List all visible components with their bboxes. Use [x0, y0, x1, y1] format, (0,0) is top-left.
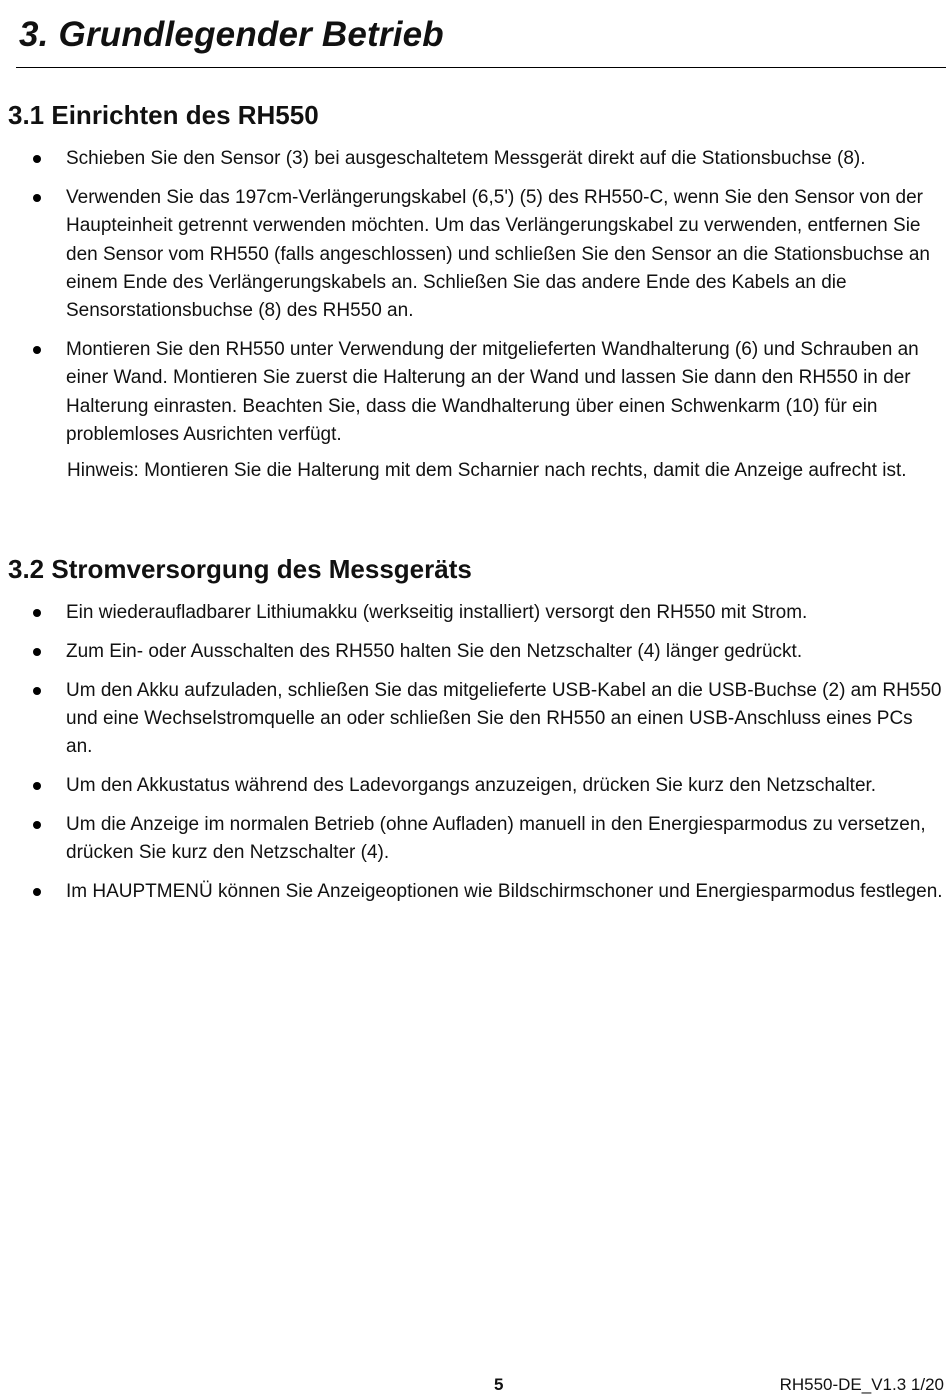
list-item-text: Montieren Sie den RH550 unter Verwendung der mitgelieferten Wandhalterung (6) und Schrauben an einer Wand. Montieren Sie zuerst die Halterung an der Wand und lassen Sie dann den RH550 in der Halterung einrasten. Beachten Sie, dass die Wandhalterung über einen Schwenkarm (10) für ein problemloses Ausrichten verfügt.: [66, 338, 919, 445]
list-item-text: Schieben Sie den Sensor (3) bei ausgeschaltetem Messgerät direkt auf die Stationsbuchse (8).: [66, 148, 866, 170]
bullet-icon: [33, 648, 41, 656]
bullet-icon: [33, 888, 41, 896]
list-item: [8, 878, 943, 906]
bullet-icon: [33, 609, 41, 617]
list-item-text: Verwenden Sie das 197cm-Verlängerungskabel (6,5') (5) des RH550-C, wenn Sie den Sensor von der Haupteinheit getrennt verwenden möchten. Um das Verlängerungskabel zu verwenden, entfernen Sie den Sensor vom RH550 (falls angeschlossen) und schließen Sie den Sensor an die Stationsbuchse an einem Ende des Verlängerungskabels an. Schließen Sie das andere Ende des Kabels an die Sensorstationsbuchse (8) des RH550 an.: [66, 186, 930, 322]
section-title-power: 3.2 Stromversorgung des Messgeräts: [8, 554, 472, 584]
list-item: [8, 772, 943, 800]
mounting-note: Hinweis: Montieren Sie die Halterung mit dem Scharnier nach rechts, damit die Anzeige aufrecht ist.: [67, 460, 907, 482]
power-bullet-list: [8, 599, 943, 906]
list-item: [8, 184, 943, 325]
list-item-text: Um den Akku aufzuladen, schließen Sie das mitgelieferte USB-Kabel an die USB-Buchse (2) am RH550 und eine Wechselstromquelle an oder schließen Sie den RH550 an einen USB-Anschluss eines PCs an.: [66, 679, 942, 758]
bullet-icon: [33, 821, 41, 829]
list-item-text: Um den Akkustatus während des Ladevorgangs anzuzeigen, drücken Sie kurz den Netzschalter.: [66, 775, 877, 797]
bullet-icon: [33, 687, 41, 695]
section-setup: [8, 100, 943, 485]
list-item: [8, 811, 943, 868]
bullet-icon: [33, 155, 41, 163]
list-item-text: Ein wiederaufladbarer Lithiumakku (werkseitig installiert) versorgt den RH550 mit Strom.: [66, 602, 808, 624]
list-item: [8, 599, 943, 627]
list-item: [8, 336, 943, 449]
list-item: [8, 145, 943, 173]
chapter-title: 3. Grundlegender Betrieb: [19, 15, 444, 54]
bullet-icon: [33, 346, 41, 354]
chapter-divider: [16, 67, 946, 68]
document-id: RH550-DE_V1.3 1/20: [779, 1375, 944, 1394]
page-number: 5: [494, 1375, 504, 1394]
list-item-text: Zum Ein- oder Ausschalten des RH550 halten Sie den Netzschalter (4) länger gedrückt.: [66, 640, 803, 662]
list-item: [8, 677, 943, 762]
bullet-icon: [33, 782, 41, 790]
list-item-text: Im HAUPTMENÜ können Sie Anzeigeoptionen wie Bildschirmschoner und Energiesparmodus festlegen.: [66, 881, 943, 903]
section-power: [8, 554, 943, 906]
setup-bullet-list: [8, 145, 943, 449]
list-item-text: Um die Anzeige im normalen Betrieb (ohne Aufladen) manuell in den Energiesparmodus zu versetzen, drücken Sie kurz den Netzschalter (4).: [66, 813, 926, 864]
bullet-icon: [33, 194, 41, 202]
list-item: [8, 638, 943, 666]
section-title-setup: 3.1 Einrichten des RH550: [8, 100, 319, 130]
